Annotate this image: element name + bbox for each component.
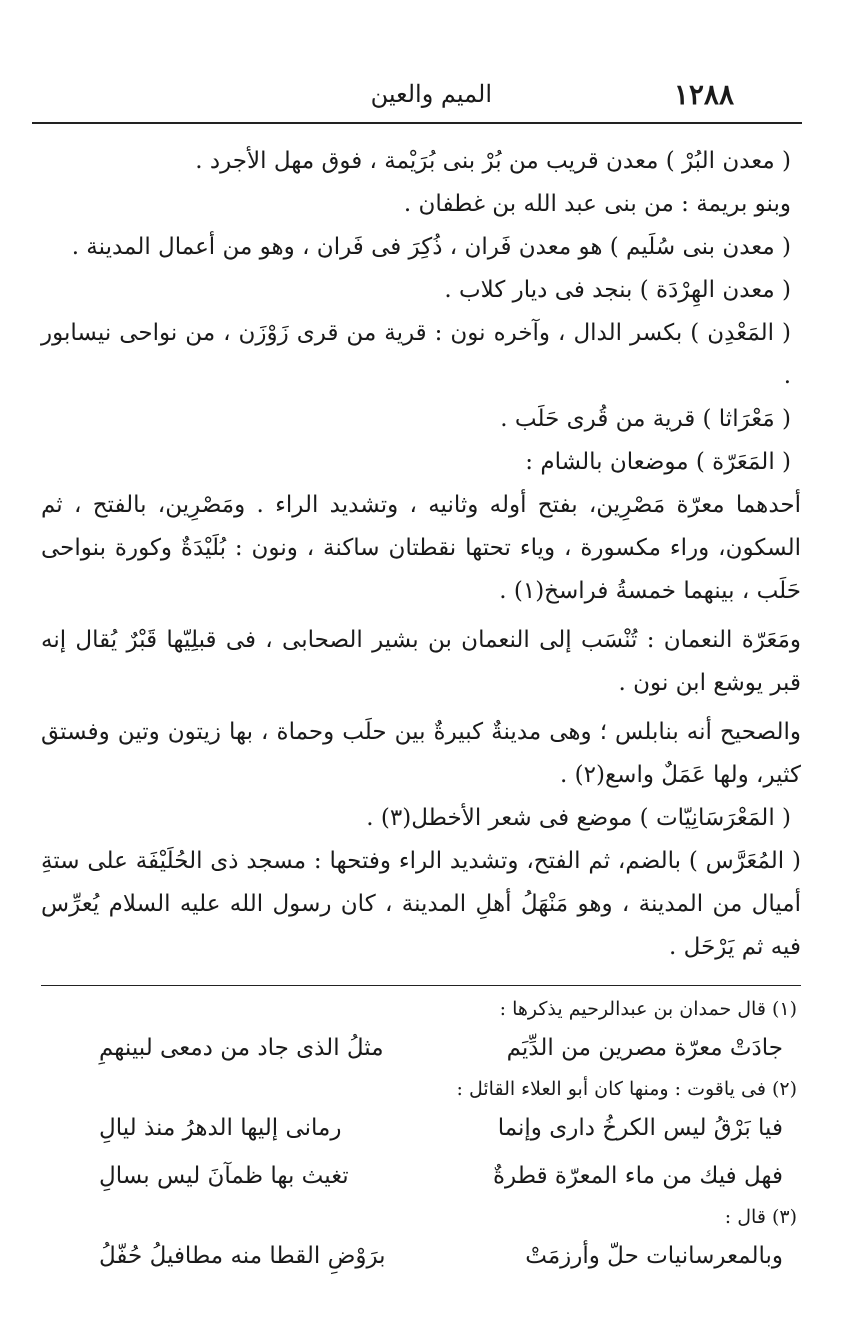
footnote-2-intro: (٢) فى ياقوت : ومنها كان أبو العلاء القائل : [456,1078,797,1100]
entry-marratha: ( مَعْرَاثا ) قرية من قُرى حَلَب . [500,406,791,432]
footnote-2-verse-2 [61,1155,801,1197]
page-number: ١٢٨٨ [673,78,734,111]
verse-first-hemistich: جادَتْ معرّة مصرين من الدِّيَم [506,1035,783,1061]
verse-second-hemistich: مثلُ الذى جاد من دمعى لبينهمِ [99,1035,384,1061]
entry-al-muarras: ( المُعَرَّس ) بالضم، ثم الفتح، وتشديد الراء وفتحها : مسجد ذى الحُلَيْفَة على ستةِ أميال من المدينة ، وهو مَنْهَلُ أهلِ المدينة ، كان رسول الله عليه السلام يُعرِّس فيه ثم يَرْحَل . [41,848,801,960]
footnotes [61,995,801,1283]
footnote-1-intro: (١) قال حمدان بن عبدالرحيم يذكرها : [499,998,797,1020]
footnote-rule [41,985,801,986]
entry-madin-al-hirda: ( معدن الهِرْدَة ) بنجد فى ديار كلاب . [444,277,791,303]
verse-second-hemistich: برَوْضِ القطا منه مطافيلُ حُفّلُ [99,1243,386,1269]
entry-nablus-note: والصحيح أنه بنابلس ؛ وهى مدينةٌ كبيرةٌ بين حلَب وحماة ، بها زيتون وتين وفستق كثير، ولها عَمَلٌ واسع(٢) . [41,719,801,788]
footnote-3-verse [61,1235,801,1277]
running-title: الميم والعين [370,80,492,108]
page-header [32,78,802,114]
footnote-1-verse [61,1027,801,1069]
header-rule [32,122,802,124]
footnote-3-intro: (٣) قال : [724,1206,797,1228]
entry-al-marsaniyyat: ( المَعْرَسَانِيّات ) موضع فى شعر الأخطل(٣) . [366,805,791,831]
entry-maarrat-al-numan: ومَعَرّة النعمان : تُنْسَب إلى النعمان بن بشير الصحابى ، فى قبلِيّها قَبْرٌ يُقال إنه قبر يوشع ابن نون . [41,627,801,696]
entry-madin-al-bur: ( معدن البُرْ ) معدن قريب من بُرْ بنى بُرَيْمة ، فوق مهل الأجرد . [195,148,791,174]
entry-al-madin: ( المَعْدِن ) بكسر الدال ، وآخره نون : قرية من قرى زَوْزَن ، من نواحى نيسابور . [41,320,791,389]
verse-first-hemistich: فهل فيك من ماء المعرّة قطرةٌ [493,1163,783,1189]
entry-al-maarra: ( المَعَرّة ) موضعان بالشام : [525,449,791,475]
footnote-2-verse-1 [61,1107,801,1149]
main-text [41,140,801,969]
verse-second-hemistich: تغيث بها ظمآنَ ليس بسالِ [99,1163,349,1189]
verse-first-hemistich: فيا بَرْقُ ليس الكرخُ دارى وإنما [497,1115,783,1141]
verse-first-hemistich: وبالمعرسانيات حلّ وأرزمَتْ [525,1243,783,1269]
verse-second-hemistich: رمانى إليها الدهرُ منذ ليالِ [99,1115,342,1141]
entry-madin-bani-sulaym: ( معدن بنى سُلَيم ) هو معدن فَران ، ذُكِرَ فى فَران ، وهو من أعمال المدينة . [71,234,791,260]
entry-banu-burayma: وبنو بريمة : من بنى عبد الله بن غطفان . [403,191,791,217]
entry-maarrat-misrin: أحدهما معرّة مَصْرِين، بفتح أوله وثانيه ، وتشديد الراء . ومَصْرِين، بالفتح ، ثم السكون، وراء مكسورة ، وياء تحتها نقطتان ساكنة ، ونون : بُلَيْدَةٌ وكورة بنواحى حَلَب ، بينهما خمسةُ فراسخ(١) . [41,492,801,604]
